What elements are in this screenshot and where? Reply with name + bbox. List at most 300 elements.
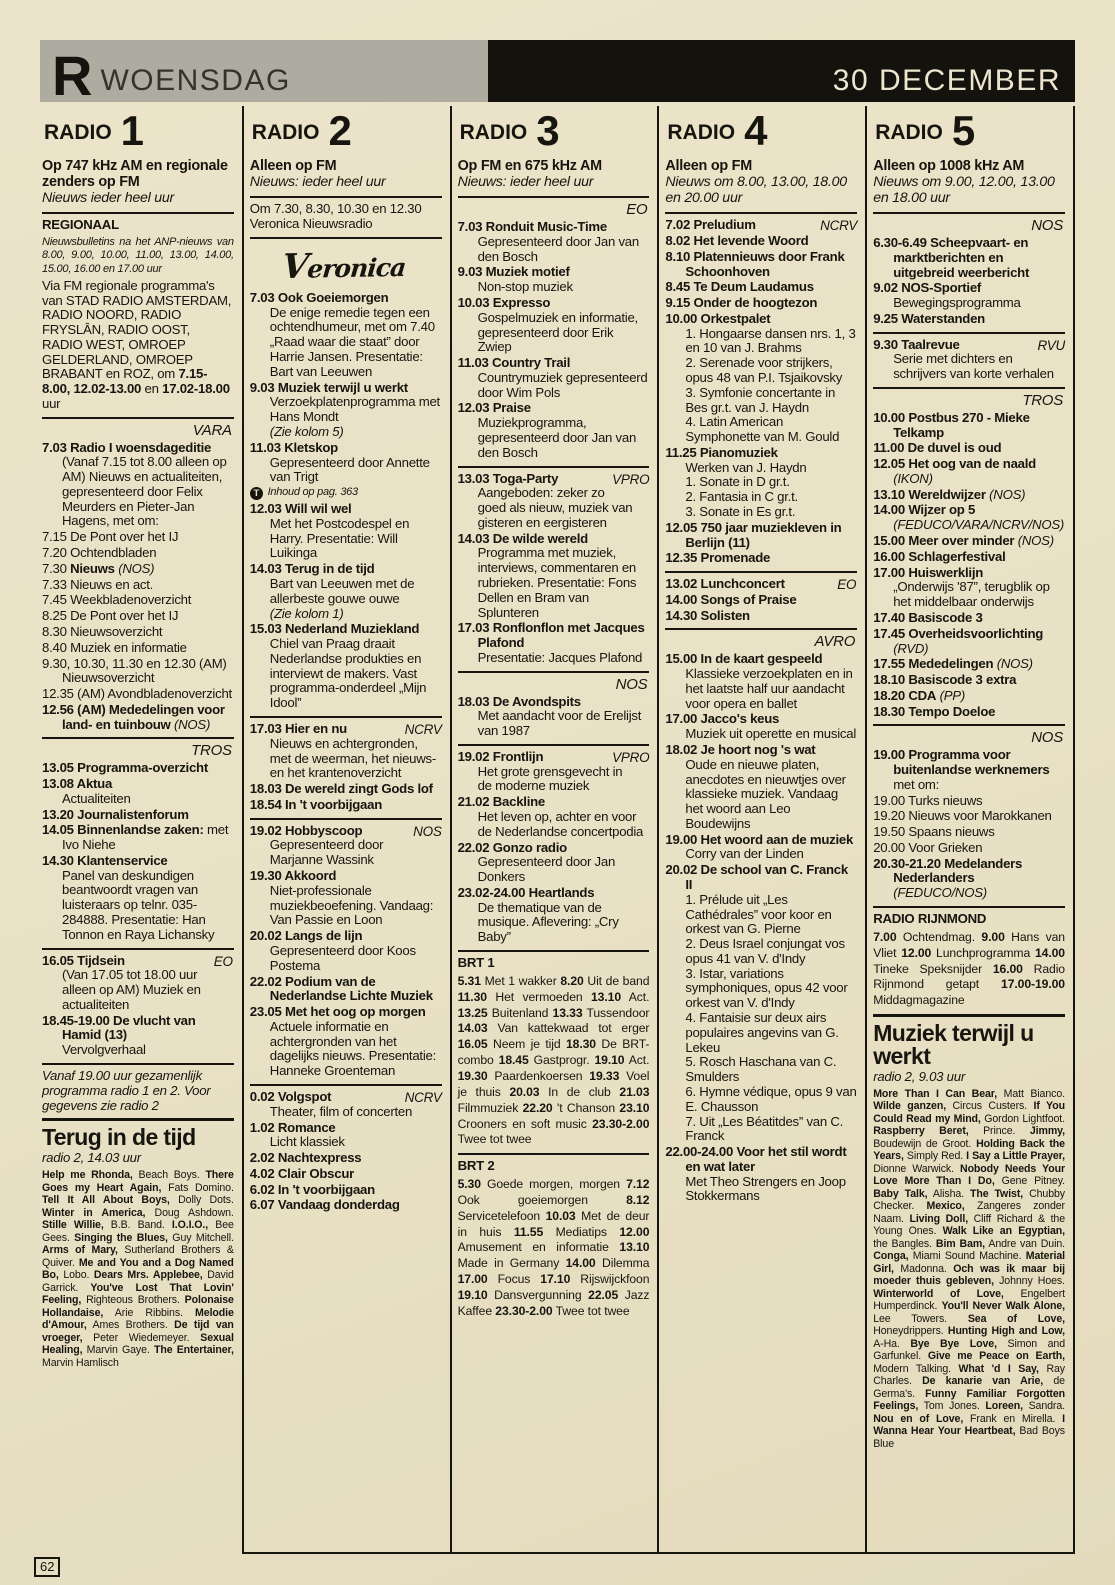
divider <box>42 417 234 419</box>
divider <box>250 1084 442 1086</box>
program-title: 10.00 Orkestpalet <box>665 310 771 326</box>
program-description: 6. Hymne védique, opus 9 van E. Chausson <box>685 1083 857 1114</box>
page-corner-letter: R <box>52 44 91 108</box>
program-title: 22.02 Gonzo radio <box>457 839 567 855</box>
program-entry <box>665 833 857 863</box>
program-title: 14.00 Songs of Praise <box>665 591 797 607</box>
program-title: 11.03 Kletskop <box>249 439 338 455</box>
program-entry <box>42 1014 234 1058</box>
divider <box>665 628 857 630</box>
station-name: RADIO <box>459 121 528 145</box>
program-title: 12.05 750 jaar muziekleven in Berlijn (11) <box>665 519 842 550</box>
program-description: Met het Postcodespel en Harry. Presentatie: Will Luikinga <box>269 515 410 561</box>
program-description: „Onderwijs '87”, terugblik op het middelbaar onderwijs <box>893 579 1050 610</box>
program-title: 19.00 Het woord aan de muziek <box>665 831 854 847</box>
program-entry <box>250 929 442 973</box>
program-entry <box>42 823 234 853</box>
program-entry <box>873 488 1065 503</box>
program-entry <box>873 550 1065 565</box>
program-title: 20.02 Langs de lijn <box>249 928 363 944</box>
text-line: Alleen op FM <box>249 158 337 175</box>
program-title: 21.02 Backline <box>457 794 546 810</box>
text-line: BRT 1 <box>457 955 495 971</box>
program-title: 14.03 De wilde wereld <box>457 530 588 546</box>
divider <box>665 212 857 214</box>
program-title: 18.10 Basiscode 3 extra <box>873 672 1017 688</box>
station-name: RADIO <box>875 121 943 145</box>
program-description: 1. Sonate in D gr.t. <box>685 474 790 490</box>
program-description: 2. Deus Israel conjungat vos opus 41 van V. d'Indy <box>685 936 845 966</box>
program-entry <box>665 863 857 1144</box>
column-radio-3 <box>452 106 660 1554</box>
program-title: 7.15 De Pont over het IJ <box>42 529 179 545</box>
program-description: (Zie kolom 1) <box>269 605 344 621</box>
program-entry <box>873 566 1065 610</box>
program-entry <box>665 280 857 295</box>
broadcaster-label: VPRO <box>612 749 650 765</box>
program-entry <box>458 532 650 621</box>
divider <box>873 1014 1065 1017</box>
program-entry <box>873 312 1065 327</box>
program-entry <box>665 296 857 311</box>
text-line: Nieuws om 8.00, 13.00, 18.00 en 20.00 uur <box>665 174 847 207</box>
station-number: 4 <box>744 107 767 154</box>
program-description: Gepresenteerd door Marjanne Wassink <box>269 837 384 868</box>
divider <box>250 716 442 718</box>
listings-grid <box>40 106 1075 1554</box>
text-line: Nieuws ieder heel uur <box>42 190 174 207</box>
program-title: 12.03 Will wil wel <box>249 501 352 517</box>
program-title: 9.03 Muziek terwijl u werkt <box>249 379 408 395</box>
program-description: (Vanaf 7.15 tot 8.00 alleen op AM) Nieuws en actualiteiten, gepresenteerd door Felix Meurders en Pieter-Jan Hagens, met om: <box>62 454 227 529</box>
program-description: Non-stop muziek <box>477 279 573 295</box>
program-entry <box>873 809 1065 824</box>
program-entry <box>42 777 234 807</box>
divider <box>873 387 1065 389</box>
program-title: 18.30 Tempo Doeloe <box>873 703 996 719</box>
program-title: 8.40 Muziek en informatie <box>42 639 187 655</box>
program-title: 20.00 Voor Grieken <box>873 839 983 855</box>
broadcaster-label: RVU <box>1037 337 1065 353</box>
divider <box>873 332 1065 334</box>
program-description: Gepresenteerd door Koos Postema <box>269 942 416 973</box>
divider <box>873 906 1065 908</box>
program-entry <box>250 291 442 380</box>
program-entry <box>250 798 442 813</box>
program-title: 23.02-24.00 Heartlands <box>457 884 595 900</box>
program-description: Corry van der Linden <box>685 846 804 862</box>
program-title: 11.00 De duvel is oud <box>873 440 1002 456</box>
teletext-note: T Inhoud op pag. 363 <box>250 486 442 500</box>
program-title: 19.50 Spaans nieuws <box>873 824 995 840</box>
program-title: 20.02 De school van C. Franck II <box>665 862 848 892</box>
divider <box>250 237 442 239</box>
program-title: 10.03 Expresso <box>457 294 551 310</box>
program-entry <box>250 622 442 711</box>
program-title: 19.00 Programma voor buitenlandse werknemers met om: <box>873 747 1050 792</box>
program-title: 15.00 In de kaart gespeeld <box>665 651 823 667</box>
program-title: 19.30 Akkoord <box>249 868 337 884</box>
program-description: Klassieke verzoekplaten en in het laatste half uur aandacht voor opera en ballet <box>685 666 853 711</box>
program-title: NCRV 7.02 Preludium <box>665 217 858 234</box>
divider <box>42 212 234 214</box>
program-description: Countrymuziek gepresenteerd door Wim Pols <box>477 369 648 400</box>
text-line: RADIO RIJNMOND <box>873 911 987 927</box>
date-label: 30 DECEMBER <box>832 64 1061 97</box>
program-description: Aangeboden: zeker zo goed als nieuw, muziek van gisteren en eergisteren <box>477 485 633 530</box>
program-entry <box>42 954 234 1013</box>
program-entry <box>250 502 442 561</box>
song-list: 5.30 Goede morgen, morgen 7.12 Ook goeiemorgen 8.12 Servicetelefoon 10.03 Met de deur in huis 11.55 Mediatips 12.00 Amusement en informatie 13.10 Made in Germany 14.00 Dilemma 17.00 Focus 17.10 Rijswijckfoon 19.10 Dansvergunning 22.05 Jazz Kaffee 23.30-2.00 Twee tot twee <box>457 1177 650 1318</box>
program-title: 18.54 In 't voorbijgaan <box>249 796 383 812</box>
text-line: BRT 2 <box>457 1158 495 1174</box>
program-title: 17.40 Basiscode 3 <box>873 609 983 625</box>
program-entry <box>42 609 234 624</box>
program-description: 7. Uit „Les Béatitdes” van C. Franck <box>685 1113 844 1144</box>
program-title: 19.00 Turks nieuws <box>873 792 983 808</box>
program-entry <box>665 652 857 711</box>
program-description: Muziek uit operette en musical <box>685 726 857 742</box>
program-entry <box>42 808 234 823</box>
program-description: Gepresenteerd door Jan van den Bosch <box>477 233 639 264</box>
divider <box>458 466 650 468</box>
column-radio-1 <box>40 106 244 1554</box>
program-description: Met aandacht voor de Erelijst van 1987 <box>477 708 642 739</box>
program-description: Oude en nieuwe platen, anecdotes en nieuwtjes over klassieke muziek. Vandaag het woord aan Leo Boudewijns <box>685 756 846 831</box>
divider <box>458 671 650 673</box>
program-description: Programma met muziek, interviews, commentaren en rubrieken. Presentatie: Fons Dellen en Bram van Splunteren <box>477 545 637 620</box>
text-line: Alleen op FM <box>665 158 752 175</box>
program-entry <box>458 401 650 460</box>
divider <box>458 196 650 198</box>
program-description: Vervolgverhaal <box>62 1042 146 1058</box>
program-entry <box>250 1167 442 1182</box>
program-entry <box>250 824 442 868</box>
program-entry <box>250 869 442 928</box>
text-line: REGIONAAL <box>42 217 119 233</box>
station-number: 3 <box>536 107 559 154</box>
program-entry <box>873 689 1065 704</box>
broadcaster-label: NOS <box>1031 729 1063 747</box>
program-title: 12.35 Promenade <box>665 550 771 566</box>
program-title: 6.02 In 't voorbijgaan <box>249 1181 375 1197</box>
program-description: 1. Prélude uit „Les Cathédrales” voor koor en orkest van G. Pierne <box>685 891 832 937</box>
broadcaster-label: TROS <box>1022 392 1063 409</box>
program-title: 6.07 Vandaag donderdag <box>249 1197 400 1213</box>
program-entry <box>42 562 234 577</box>
program-title: 6.30-6.49 Scheepvaart- en marktberichten en uitgebreid weerbericht <box>873 234 1030 280</box>
program-description: 4. Latin American Symphonette van M. Gould <box>685 414 840 445</box>
day-label: WOENSDAG <box>100 64 291 97</box>
text-line: Alleen op 1008 kHz AM <box>873 158 1025 175</box>
text-line: Via FM regionale programma's van STAD RADIO AMSTERDAM, RADIO NOORD, RADIO FRYSLÂN, RADIO OOST, RADIO WEST, OMROEP GELDERLAND, OMROEP BRABANT en ROZ, om 7.15-8.00, 12.02-13.00 en 17.02-18.00 uur <box>42 277 232 411</box>
program-entry <box>458 356 650 400</box>
text-line: Op FM en 675 kHz AM <box>457 158 602 175</box>
day-banner <box>40 40 488 108</box>
program-entry <box>250 1151 442 1166</box>
station-header <box>458 108 650 156</box>
divider <box>250 818 442 820</box>
program-title: 14.00 Wijzer op 5 (FEDUCO/VARA/NCRV/NOS) <box>873 502 1065 533</box>
program-description: (Van 17.05 tot 18.00 uur alleen op AM) Muziek en actualiteiten <box>62 967 201 1012</box>
program-entry <box>42 441 234 530</box>
station-header <box>665 108 857 156</box>
program-title: 20.30-21.20 Medelanders Nederlanders (FEDUCO/NOS) <box>873 855 1023 901</box>
program-entry <box>873 457 1065 487</box>
program-description: Met Theo Strengers en Joop Stokkermans <box>685 1173 846 1204</box>
program-description: 5. Rosch Haschana van C. Smulders <box>685 1054 837 1085</box>
program-description: 3. Sonate in Es gr.t. <box>685 504 796 520</box>
song-list: 5.31 Met 1 wakker 8.20 Uit de band 11.30 Het vermoeden 13.10 Act. 13.25 Buitenland 13.33 Tussendoor 14.03 Van kattekwaad tot erger 16.05 Neem je tijd 18.30 De BRT-combo 18.45 Gastprogr. 19.10 Act. 19.30 Paardenkoersen 19.33 Voel je thuis 20.03 In de club 21.03 Filmmuziek 22.20 't Chanson 23.10 Crooners en soft music 23.30-2.00 Twee tot twee <box>457 973 650 1147</box>
program-entry <box>873 534 1065 549</box>
divider <box>873 212 1065 214</box>
program-entry <box>873 705 1065 720</box>
program-description: 2. Serenade voor strijkers, opus 48 van P.I. Tsjaikovsky <box>685 355 843 385</box>
program-entry <box>458 220 650 264</box>
divider <box>42 1063 234 1065</box>
text-line: radio 2, 9.03 uur <box>873 1069 965 1085</box>
program-title: 12.56 (AM) Mededelingen voor land- en tuinbouw (NOS) <box>42 701 225 732</box>
program-title: 16.00 Schlagerfestival <box>873 548 1006 564</box>
divider <box>458 744 650 746</box>
program-title: 11.03 Country Trail <box>457 355 571 371</box>
broadcaster-label: NCRV <box>404 722 442 737</box>
program-entry <box>665 593 857 608</box>
program-entry <box>42 687 234 702</box>
text-line: radio 2, 14.03 uur <box>42 1150 141 1166</box>
text-line: Nieuws: ieder heel uur <box>457 174 594 191</box>
program-entry <box>665 1145 857 1204</box>
column-radio-4 <box>659 106 867 1554</box>
station-name: RADIO <box>667 121 736 145</box>
program-description: Presentatie: Jacques Plafond <box>477 649 643 665</box>
text-line: Nieuws om 9.00, 12.00, 13.00 en 18.00 uur <box>873 174 1055 207</box>
program-entry <box>250 975 442 1005</box>
program-entry <box>250 381 442 440</box>
divider <box>42 1118 234 1121</box>
program-title: 12.05 Het oog van de naald (IKON) <box>873 456 1036 486</box>
program-title: VPRO 19.02 Frontlijn <box>457 748 650 765</box>
station-header <box>42 108 234 156</box>
program-entry <box>873 673 1065 688</box>
program-title: 13.05 Programma-overzicht <box>42 760 208 776</box>
program-title: EO 13.02 Lunchconcert <box>665 576 857 593</box>
program-title: 13.20 Journalistenforum <box>42 806 189 822</box>
program-description: Chiel van Praag draait Nederlandse produkties en interviewt de makers. Vast programma-onderdeel „Mijn Idool” <box>269 636 427 711</box>
program-entry <box>458 472 650 531</box>
program-title: 13.10 Wereldwijzer (NOS) <box>873 486 1026 502</box>
program-entry <box>458 265 650 295</box>
program-title: 7.03 Radio I woensdageditie <box>42 439 212 455</box>
program-title: 17.55 Mededelingen (NOS) <box>873 656 1033 672</box>
program-entry <box>42 530 234 545</box>
program-title: 7.33 Nieuws en act. <box>42 576 154 592</box>
program-entry <box>250 1005 442 1079</box>
program-entry <box>665 218 857 233</box>
program-entry <box>665 551 857 566</box>
program-entry <box>42 657 234 687</box>
program-entry <box>42 641 234 656</box>
song-list: Help me Rhonda, Beach Boys. There Goes my Heart Again, Fats Domino. Tell It All About Boys, Dolly Dots. Winter in America, Doug Ashdown. Stille Willie, B.B. Band. I.O.I.O., Bee Gees. Singing the Blues, Guy Mitchell. Arms of Mary, Sutherland Brothers & Quiver. Me and You and a Dog Named Bo, Lobo. Dears Mrs. Applebee, David Garrick. You've Lost That Lovin' Feeling, Righteous Brothers. Polonaise Hollandaise, Arie Ribbins. Melodie d'Amour, Ames Brothers. De tijd van vroeger, Peter Wiedemeyer. Sexual Healing, Marvin Gaye. The Entertainer, Marvin Hamlisch <box>42 1169 234 1369</box>
program-title: 1.02 Romance <box>249 1119 336 1135</box>
station-header <box>873 108 1065 156</box>
program-title: 11.25 Pianomuziek <box>665 444 778 460</box>
program-title: 8.10 Platennieuws door Frank Schoonhoven <box>665 248 845 279</box>
program-title: 8.30 Nieuwsoverzicht <box>42 623 163 639</box>
program-entry <box>873 825 1065 840</box>
program-entry <box>665 743 857 832</box>
station-number: 5 <box>951 107 975 154</box>
program-title: 19.20 Nieuws voor Marokkanen <box>873 808 1052 824</box>
program-description: Werken van J. Haydn <box>685 459 807 475</box>
program-description: Het leven op, achter en voor de Nederlandse concertpodia <box>477 808 644 839</box>
program-entry <box>873 411 1065 441</box>
program-title: 7.45 Weekbladenoverzicht <box>42 592 192 608</box>
program-entry <box>665 577 857 592</box>
program-title: 14.30 Solisten <box>665 607 750 623</box>
program-description: De enige remedie tegen een ochtendhumeur, met om 7.40 „Raad waar die staat” door Harrie Jansen. Presentatie: Bart van Leeuwen <box>269 304 435 379</box>
program-description: 2. Fantasia in C gr.t. <box>685 489 798 505</box>
program-entry <box>665 250 857 280</box>
station-number: 1 <box>120 107 144 154</box>
section-heading: Terug in de tijd <box>42 1124 196 1151</box>
program-description: Muziekprogramma, gepresenteerd door Jan van den Bosch <box>477 415 637 460</box>
program-description: De thematique van de musique. Aflevering: „Cry Baby” <box>477 899 619 945</box>
program-title: 23.05 Met het oog op morgen <box>249 1004 426 1020</box>
program-title: 9.02 NOS-Sportief <box>873 280 982 296</box>
broadcaster-label: NOS <box>413 823 442 839</box>
program-entry <box>873 338 1065 382</box>
program-description: Nieuws en achtergronden, met de weerman, het nieuws- en het krantenoverzicht <box>269 735 437 781</box>
program-title: 13.08 Aktua <box>42 775 113 791</box>
station-name: RADIO <box>251 121 320 145</box>
program-entry <box>250 1121 442 1151</box>
divider <box>250 196 442 198</box>
program-description: Panel van deskundigen beantwoordt vragen van luisteraars op telnr. 035-284888. Presentatie: Han Tonnon en Raya Lichansky <box>62 867 215 942</box>
program-entry <box>665 312 857 445</box>
program-title: NCRV 0.02 Volgspot <box>249 1088 442 1105</box>
program-title: 15.00 Meer over minder (NOS) <box>873 533 1054 549</box>
program-entry <box>250 722 442 781</box>
program-title: 8.45 Te Deum Laudamus <box>665 279 814 295</box>
program-description: 3. Istar, variations symphoniques, opus 42 voor orkest van V. d'Indy <box>685 965 848 1011</box>
program-entry <box>250 562 442 621</box>
broadcaster-label: NOS <box>1031 217 1063 235</box>
broadcaster-label: NCRV <box>820 218 858 234</box>
program-description: Serie met dichters en schrijvers van korte verhalen <box>893 351 1054 382</box>
text-line: Nieuws: ieder heel uur <box>249 174 386 191</box>
divider <box>458 1153 650 1155</box>
program-entry <box>458 750 650 794</box>
program-title: 14.30 Klantenservice <box>42 852 168 868</box>
divider <box>42 948 234 950</box>
program-description: Bart van Leeuwen met de allerbeste gouwe ouwe <box>269 575 415 606</box>
station-name: RADIO <box>44 121 112 145</box>
program-entry <box>873 236 1065 280</box>
divider <box>665 571 857 573</box>
page-number: 62 <box>34 1557 60 1577</box>
program-entry <box>250 441 442 485</box>
program-entry <box>873 857 1065 901</box>
broadcaster-label: TROS <box>191 742 232 760</box>
program-title: 9.03 Muziek motief <box>457 264 570 280</box>
program-title: 4.02 Clair Obscur <box>249 1165 355 1181</box>
program-description: Niet-professionale muziekbeoefening. Vandaag: Van Passie en Loon <box>269 882 434 928</box>
program-entry <box>42 703 234 733</box>
program-title: NCRV 17.03 Hier en nu <box>249 721 442 737</box>
program-entry <box>250 782 442 797</box>
station-header <box>250 108 442 156</box>
program-description: Actualiteiten <box>62 790 131 806</box>
program-title: 8.02 Het levende Woord <box>665 232 809 248</box>
program-title: 12.35 (AM) Avondbladenoverzicht <box>42 686 232 702</box>
program-description: Gospelmuziek en informatie, gepresenteerd door Erik Zwiep <box>477 309 638 355</box>
program-title: NOS 19.02 Hobbyscoop <box>249 822 442 839</box>
program-entry <box>42 625 234 640</box>
song-list: More Than I Can Bear, Matt Bianco. Wilde ganzen, Circus Custers. If You Could Read my Mind, Gordon Lightfoot. Raspberry Beret, Prince. Jimmy, Boudewijn de Groot. Holding Back the Years, Simply Red. I Say a Little Prayer, Dionne Warwick. Nobody Needs Your Love More Than I Do, Gene Pitney. Baby Talk, Alisha. The Twist, Chubby Checker. Mexico, Zangeres zonder Naam. Living Doll, Cliff Richard & the Young Ones. Walk Like an Egyptian, the Bangles. Bim Bam, Andre van Duin. Conga, Miami Sound Machine. Material Girl, Madonna. Och was ik maar bij moeder thuis gebleven, Johnny Hoes. Winterworld of Love, Engelbert Humperdinck. You'll Never Walk Alone, Lee Towers. Sea of Love, Honeydrippers. Hunting High and Low, A-Ha. Bye Bye Love, Simon and Garfunkel. Give me Peace on Earth, Modern Talking. What 'd I Say, Ray Charles. De kanarie van Arie, de Germa's. Funny Familiar Forgotten Feelings, Tom Jones. Loreen, Sandra. Nou en of Love, Frank en Mirella. I Wanna Hear Your Heartbeat, Bad Boys Blue <box>873 1087 1065 1450</box>
program-description: 3. Symfonie concertante in Bes gr.t. van J. Haydn <box>685 384 836 415</box>
divider <box>873 724 1065 726</box>
program-entry <box>873 627 1065 657</box>
program-entry <box>42 761 234 776</box>
program-title: 18.45-19.00 De vlucht van Hamid (13) <box>42 1012 196 1043</box>
program-title: 17.45 Overheidsvoorlichting (RVD) <box>873 625 1044 656</box>
broadcaster-label: NOS <box>615 675 648 693</box>
program-entry <box>665 234 857 249</box>
program-entry <box>873 503 1065 533</box>
broadcaster-label: NCRV <box>404 1089 442 1105</box>
program-title: 18.03 De Avondspits <box>457 693 581 709</box>
program-description: Gepresenteerd door Jan Donkers <box>477 854 616 885</box>
program-title: 18.03 De wereld zingt Gods lof <box>249 781 433 797</box>
program-description: Gepresenteerd door Annette van Trigt <box>269 454 430 485</box>
program-title: EO 16.05 Tijdsein <box>42 952 233 969</box>
text-line: Vanaf 19.00 uur gezamenlijk programma radio 1 en 2. Voor gegevens zie radio 2 <box>42 1068 211 1113</box>
program-title: 18.20 CDA (PP) <box>873 687 965 703</box>
program-description: Verzoekplatenprogramma met Hans Mondt <box>269 394 440 425</box>
program-title: RVU 9.30 Taalrevue <box>873 336 1065 353</box>
program-title: 12.03 Praise <box>457 400 531 416</box>
program-entry <box>250 1090 442 1120</box>
text-line: Op 747 kHz AM en regionale zenders op FM <box>42 158 228 191</box>
program-title: 7.20 Ochtendbladen <box>42 545 157 561</box>
program-title: 9.15 Onder de hoogtezon <box>665 295 818 311</box>
program-entry <box>665 521 857 551</box>
program-entry <box>458 886 650 945</box>
program-entry <box>665 609 857 624</box>
column-radio-5 <box>867 106 1075 1554</box>
program-description: Actuele informatie en achtergronden van het dagelijks nieuws. Presentatie: Hanneke Groenteman <box>269 1018 437 1079</box>
program-title: 7.03 Ronduit Music-Time <box>457 219 607 235</box>
program-entry <box>42 546 234 561</box>
program-title: 14.03 Terug in de tijd <box>249 561 375 577</box>
program-entry <box>250 1198 442 1213</box>
program-title: 17.00 Huiswerklijn <box>873 564 984 580</box>
broadcaster-label: VPRO <box>612 471 650 487</box>
date-banner <box>488 40 1075 102</box>
program-entry <box>873 841 1065 856</box>
program-entry <box>250 1183 442 1198</box>
program-title: 17.00 Jacco's keus <box>665 711 780 727</box>
broadcaster-label: VARA <box>192 421 232 439</box>
program-title: 9.25 Waterstanden <box>873 310 985 326</box>
program-entry <box>42 854 234 943</box>
page-header <box>40 40 1075 108</box>
program-entry <box>665 446 857 520</box>
broadcaster-label: EO <box>626 201 648 219</box>
program-title: 7.30 Nieuws (NOS) <box>42 560 155 576</box>
text-line: Nieuwsbulletins na het ANP-nieuws van 8.00, 9.00, 10.00, 11.00, 13.00, 14.00, 15.00, 16.00 en 17.00 uur <box>42 236 234 275</box>
